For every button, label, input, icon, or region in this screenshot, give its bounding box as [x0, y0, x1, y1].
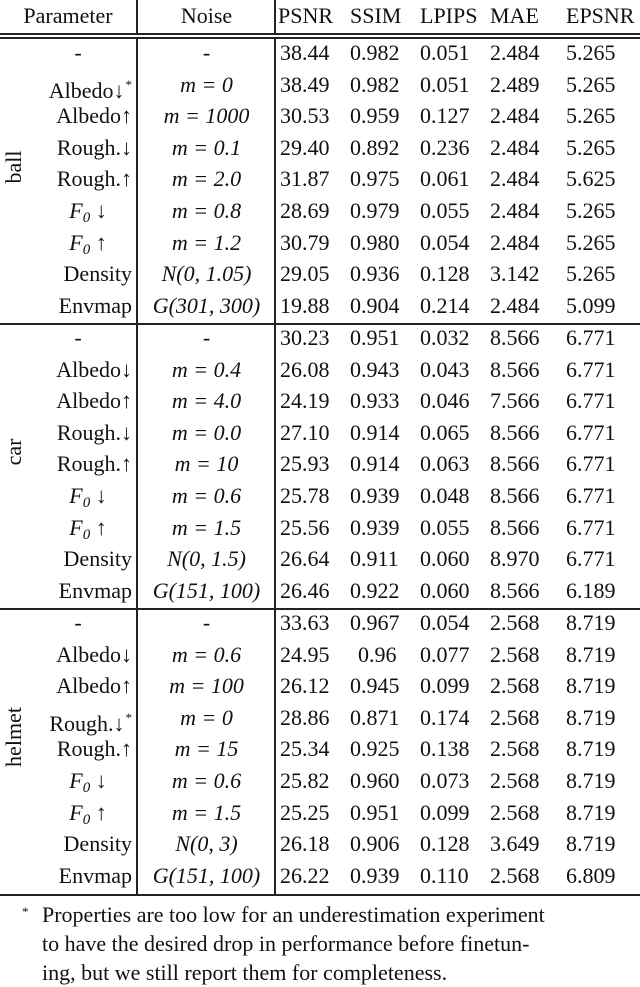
table-row	[0, 767, 640, 795]
parameter-text: -	[74, 610, 82, 635]
cell-mae: 2.568	[490, 673, 540, 699]
cell-parameter	[24, 672, 136, 700]
cell-noise	[138, 419, 275, 447]
table-row	[0, 197, 640, 225]
cell-psnr: 26.64	[280, 546, 330, 572]
cell-parameter	[24, 545, 136, 573]
cell-ssim: 0.871	[350, 704, 400, 730]
cell-mae: 8.566	[490, 483, 540, 508]
table-row	[0, 830, 640, 858]
cell-noise	[138, 767, 275, 795]
cell-psnr: 26.22	[280, 862, 330, 888]
cell-epsnr: 5.265	[566, 261, 616, 287]
cell-lpips: 0.236	[420, 134, 470, 160]
cell-noise	[138, 197, 275, 225]
cell-noise	[138, 862, 275, 890]
header-psnr: PSNR	[278, 3, 334, 28]
footnote-mark: *	[125, 709, 132, 725]
cell-lpips: 0.048	[420, 483, 470, 508]
cell-epsnr: 5.265	[566, 229, 616, 255]
cell-epsnr: 5.099	[566, 292, 616, 318]
cell-epsnr: 6.771	[566, 451, 616, 477]
cell-parameter	[24, 165, 136, 193]
cell-psnr: 38.49	[280, 71, 330, 97]
cell-parameter	[24, 704, 136, 736]
cell-parameter	[24, 862, 136, 890]
cell-parameter	[24, 799, 136, 827]
header-noise: Noise	[180, 3, 233, 28]
cell-lpips: 0.051	[420, 71, 470, 97]
table-row	[0, 356, 640, 384]
cell-ssim: 0.951	[350, 325, 400, 350]
cell-epsnr: 5.265	[566, 134, 616, 160]
cell-psnr: 28.69	[280, 198, 330, 223]
footnote-mark: *	[125, 76, 132, 92]
noise-text: m = 0.8	[171, 198, 242, 223]
table-row	[0, 134, 640, 162]
table-row	[0, 482, 640, 510]
cell-mae: 2.484	[490, 198, 540, 223]
cell-noise	[138, 324, 275, 352]
cell-parameter	[24, 609, 136, 637]
cell-lpips: 0.065	[420, 419, 470, 445]
cell-psnr: 26.08	[280, 356, 330, 382]
noise-text: m = 0.6	[171, 483, 242, 508]
parameter-text: Albedo↓	[48, 77, 125, 103]
cell-psnr: 31.87	[280, 166, 330, 192]
parameter-text: Rough.↑	[56, 166, 132, 192]
cell-parameter	[24, 419, 136, 447]
cell-epsnr: 5.625	[566, 166, 616, 192]
cell-psnr: 25.34	[280, 736, 330, 762]
cell-ssim: 0.933	[350, 388, 400, 414]
cell-lpips: 0.110	[420, 862, 469, 888]
cell-mae: 2.484	[490, 229, 540, 255]
cell-lpips: 0.077	[420, 641, 470, 667]
cell-noise	[138, 134, 275, 162]
cell-parameter	[24, 39, 136, 67]
cell-mae: 8.566	[490, 325, 540, 350]
table-row	[0, 641, 640, 669]
cell-mae: 2.568	[490, 610, 540, 635]
cell-psnr: 25.78	[280, 483, 330, 508]
noise-text: m = 100	[169, 673, 244, 699]
cell-lpips: 0.054	[420, 610, 470, 635]
cell-epsnr: 5.265	[566, 40, 616, 65]
cell-lpips: 0.138	[420, 736, 470, 762]
cell-lpips: 0.061	[420, 166, 470, 192]
cell-psnr: 30.79	[280, 229, 330, 255]
cell-epsnr: 5.265	[566, 71, 616, 97]
cell-ssim: 0.914	[350, 419, 400, 445]
noise-text: G(301, 300)	[152, 292, 261, 318]
cell-psnr: 38.44	[280, 40, 330, 65]
arrow-icon: ↓	[90, 483, 107, 508]
cell-ssim: 0.960	[350, 768, 400, 793]
noise-text: -	[202, 610, 211, 635]
cell-mae: 2.568	[490, 736, 540, 762]
cell-psnr: 24.95	[280, 641, 330, 667]
cell-psnr: 26.46	[280, 577, 330, 603]
cell-ssim: 0.922	[350, 577, 400, 603]
cell-lpips: 0.128	[420, 831, 470, 857]
cell-epsnr: 6.771	[566, 388, 616, 414]
table-row	[0, 387, 640, 415]
parameter-text: -	[74, 325, 82, 350]
cell-ssim: 0.936	[350, 261, 400, 287]
cell-lpips: 0.060	[420, 577, 470, 603]
cell-mae: 2.484	[490, 134, 540, 160]
cell-psnr: 28.86	[280, 704, 330, 730]
cell-lpips: 0.063	[420, 451, 470, 477]
f0-symbol: $F_0$	[69, 229, 91, 258]
cell-mae: 2.568	[490, 862, 540, 888]
noise-text: G(151, 100)	[152, 862, 261, 888]
vertical-rule	[274, 0, 276, 33]
cell-ssim: 0.906	[350, 831, 400, 857]
cell-epsnr: 8.719	[566, 610, 616, 635]
cell-mae: 2.568	[490, 704, 540, 730]
cell-ssim: 0.914	[350, 451, 400, 477]
noise-text: m = 1.5	[171, 514, 242, 540]
table-row	[0, 102, 640, 130]
cell-psnr: 25.82	[280, 768, 330, 793]
cell-psnr: 26.18	[280, 831, 330, 857]
cell-psnr: 27.10	[280, 419, 330, 445]
cell-parameter	[24, 292, 136, 320]
parameter-text: Envmap	[58, 577, 132, 603]
cell-lpips: 0.055	[420, 514, 470, 540]
vertical-rule	[136, 0, 138, 33]
cell-noise	[138, 71, 275, 99]
cell-noise	[138, 387, 275, 415]
cell-noise	[138, 102, 275, 130]
group-label-text: ball	[1, 150, 26, 184]
f0-symbol: $F_0$	[69, 514, 91, 543]
footnote-line-3: ing, but we still report them for completeness.	[42, 960, 448, 985]
table-row	[0, 735, 640, 763]
parameter-text: Rough.↑	[56, 451, 132, 477]
noise-text: m = 2.0	[171, 166, 242, 192]
noise-text: N(0, 1.5)	[167, 546, 246, 572]
cell-parameter	[24, 197, 136, 225]
noise-text: m = 1000	[163, 103, 250, 129]
cell-ssim: 0.979	[350, 198, 400, 223]
cell-epsnr: 6.771	[566, 483, 616, 508]
cell-mae: 2.484	[490, 103, 540, 129]
parameter-text: Rough.↓	[49, 710, 125, 736]
cell-psnr: 25.56	[280, 514, 330, 540]
cell-mae: 7.566	[490, 388, 540, 414]
cell-parameter	[24, 260, 136, 288]
cell-mae: 2.568	[490, 799, 540, 825]
table-row	[0, 577, 640, 605]
noise-text: N(0, 3)	[175, 831, 238, 857]
cell-epsnr: 6.771	[566, 514, 616, 540]
cell-ssim: 0.911	[350, 546, 399, 572]
noise-text: m = 10	[174, 451, 239, 477]
f0-symbol: $F_0$	[69, 483, 91, 511]
cell-lpips: 0.128	[420, 261, 470, 287]
cell-lpips: 0.099	[420, 673, 470, 699]
cell-lpips: 0.174	[420, 704, 470, 730]
cell-epsnr: 8.719	[566, 799, 616, 825]
noise-text: m = 4.0	[171, 388, 242, 414]
cell-epsnr: 6.771	[566, 419, 616, 445]
table-row	[0, 324, 640, 352]
cell-noise	[138, 799, 275, 827]
parameter-text: Rough.↓	[56, 419, 132, 445]
cell-mae: 2.489	[490, 71, 540, 97]
cell-lpips: 0.055	[420, 198, 470, 223]
cell-mae: 8.566	[490, 419, 540, 445]
table-row	[0, 292, 640, 320]
cell-ssim: 0.96	[358, 641, 397, 667]
cell-parameter	[24, 71, 136, 103]
footnote-line-1: Properties are too low for an underestimation experiment	[42, 902, 545, 927]
cell-lpips: 0.060	[420, 546, 470, 572]
cell-noise	[138, 514, 275, 542]
f0-symbol: $F_0$	[69, 768, 91, 796]
table-row	[0, 799, 640, 827]
arrow-icon: ↑	[90, 514, 107, 540]
cell-mae: 3.649	[490, 831, 540, 857]
cell-noise	[138, 39, 275, 67]
cell-parameter	[24, 767, 136, 795]
cell-noise	[138, 450, 275, 478]
cell-epsnr: 6.771	[566, 325, 616, 350]
noise-text: N(0, 1.05)	[161, 261, 252, 287]
cell-epsnr: 6.771	[566, 356, 616, 382]
parameter-text: Envmap	[58, 292, 132, 318]
cell-epsnr: 6.809	[566, 862, 616, 888]
table-row	[0, 71, 640, 103]
cell-mae: 2.484	[490, 292, 540, 318]
cell-lpips: 0.043	[420, 356, 470, 382]
header-ssim: SSIM	[350, 3, 402, 28]
noise-text: G(151, 100)	[152, 577, 261, 603]
cell-noise	[138, 577, 275, 605]
cell-lpips: 0.214	[420, 292, 470, 318]
cell-psnr: 33.63	[280, 610, 330, 635]
group-label-text: car	[1, 438, 26, 466]
cell-noise	[138, 356, 275, 384]
f0-symbol: $F_0$	[69, 799, 91, 828]
cell-mae: 3.142	[490, 261, 540, 287]
cell-psnr: 24.19	[280, 388, 330, 414]
cell-noise	[138, 704, 275, 732]
cell-noise	[138, 165, 275, 193]
cell-psnr: 26.12	[280, 673, 330, 699]
parameter-text: Envmap	[58, 862, 132, 888]
table-row	[0, 514, 640, 542]
table-row	[0, 862, 640, 890]
cell-ssim: 0.945	[350, 673, 400, 699]
cell-parameter	[24, 830, 136, 858]
arrow-icon: ↓	[90, 768, 107, 793]
table-row	[0, 609, 640, 637]
cell-parameter	[24, 324, 136, 352]
horizontal-rule	[0, 33, 640, 35]
parameter-text: Albedo↑	[56, 388, 132, 414]
cell-lpips: 0.054	[420, 229, 470, 255]
cell-epsnr: 5.265	[566, 103, 616, 129]
footnote-mark: *	[22, 904, 29, 919]
parameter-text: Density	[63, 261, 132, 287]
cell-noise	[138, 482, 275, 510]
arrow-icon: ↑	[90, 799, 107, 825]
cell-parameter	[24, 229, 136, 257]
cell-epsnr: 6.189	[566, 577, 616, 603]
noise-text: -	[202, 40, 211, 65]
noise-text: -	[202, 325, 211, 350]
cell-parameter	[24, 450, 136, 478]
cell-mae: 8.970	[490, 546, 540, 572]
cell-mae: 2.568	[490, 768, 540, 793]
cell-mae: 8.566	[490, 451, 540, 477]
parameter-text: Rough.↓	[56, 134, 132, 160]
cell-psnr: 25.25	[280, 799, 330, 825]
cell-ssim: 0.982	[350, 71, 400, 97]
cell-lpips: 0.046	[420, 388, 470, 414]
cell-mae: 8.566	[490, 356, 540, 382]
cell-epsnr: 8.719	[566, 704, 616, 730]
cell-noise	[138, 229, 275, 257]
noise-text: m = 0.6	[171, 768, 242, 793]
cell-parameter	[24, 102, 136, 130]
cell-ssim: 0.943	[350, 356, 400, 382]
footnote-line-2: to have the desired drop in performance before finetun-	[42, 931, 530, 956]
parameter-text: Albedo↓	[56, 641, 132, 667]
cell-ssim: 0.939	[350, 862, 400, 888]
cell-parameter	[24, 134, 136, 162]
cell-epsnr: 8.719	[566, 641, 616, 667]
cell-noise	[138, 260, 275, 288]
cell-noise	[138, 641, 275, 669]
parameter-text: Albedo↑	[56, 103, 132, 129]
cell-ssim: 0.939	[350, 514, 400, 540]
table-row	[0, 419, 640, 447]
cell-ssim: 0.982	[350, 40, 400, 65]
table-row	[0, 165, 640, 193]
noise-text: m = 1.2	[171, 229, 242, 255]
table-row	[0, 229, 640, 257]
cell-lpips: 0.073	[420, 768, 470, 793]
group-label-text: helmet	[1, 707, 26, 768]
cell-parameter	[24, 735, 136, 763]
cell-ssim: 0.975	[350, 166, 400, 192]
cell-lpips: 0.032	[420, 325, 470, 350]
cell-parameter	[24, 577, 136, 605]
cell-ssim: 0.939	[350, 483, 400, 508]
cell-parameter	[24, 387, 136, 415]
cell-noise	[138, 292, 275, 320]
parameter-text: Density	[63, 546, 132, 572]
cell-lpips: 0.099	[420, 799, 470, 825]
header-mae: MAE	[490, 3, 539, 28]
cell-epsnr: 5.265	[566, 198, 616, 223]
parameter-text: Albedo↑	[56, 673, 132, 699]
cell-psnr: 30.53	[280, 103, 330, 129]
cell-parameter	[24, 641, 136, 669]
cell-mae: 8.566	[490, 514, 540, 540]
cell-mae: 2.568	[490, 641, 540, 667]
cell-noise	[138, 672, 275, 700]
noise-text: m = 0.0	[171, 419, 242, 445]
cell-psnr: 19.88	[280, 292, 330, 318]
cell-ssim: 0.959	[350, 103, 400, 129]
parameter-text: Albedo↓	[56, 356, 132, 382]
arrow-icon: ↓	[90, 198, 107, 223]
cell-mae: 2.484	[490, 40, 540, 65]
cell-parameter	[24, 482, 136, 510]
noise-text: m = 1.5	[171, 799, 242, 825]
cell-parameter	[24, 356, 136, 384]
noise-text: m = 0	[180, 704, 233, 730]
cell-epsnr: 8.719	[566, 736, 616, 762]
header-epsnr: EPSNR	[566, 3, 635, 28]
cell-lpips: 0.127	[420, 103, 470, 129]
parameter-text: Density	[63, 831, 132, 857]
cell-epsnr: 8.719	[566, 673, 616, 699]
cell-noise	[138, 545, 275, 573]
cell-mae: 2.484	[490, 166, 540, 192]
header-lpips: LPIPS	[420, 3, 478, 28]
cell-lpips: 0.051	[420, 40, 470, 65]
cell-epsnr: 8.719	[566, 831, 616, 857]
cell-ssim: 0.980	[350, 229, 400, 255]
noise-text: m = 15	[174, 736, 239, 762]
cell-noise	[138, 735, 275, 763]
cell-ssim: 0.904	[350, 292, 400, 318]
arrow-icon: ↑	[90, 229, 107, 255]
f0-symbol: $F_0$	[69, 198, 91, 226]
noise-text: m = 0.4	[171, 356, 242, 382]
cell-noise	[138, 830, 275, 858]
table-row	[0, 450, 640, 478]
parameter-text: -	[74, 40, 82, 65]
table-row	[0, 704, 640, 736]
header-row	[0, 2, 640, 30]
noise-text: m = 0.6	[171, 641, 242, 667]
cell-psnr: 25.93	[280, 451, 330, 477]
cell-noise	[138, 609, 275, 637]
table-row	[0, 545, 640, 573]
cell-ssim: 0.925	[350, 736, 400, 762]
table-row	[0, 672, 640, 700]
cell-psnr: 30.23	[280, 325, 330, 350]
cell-psnr: 29.40	[280, 134, 330, 160]
cell-parameter	[24, 514, 136, 542]
horizontal-rule	[0, 894, 640, 896]
header-parameter: Parameter	[23, 3, 113, 28]
cell-mae: 8.566	[490, 577, 540, 603]
noise-text: m = 0.1	[171, 134, 242, 160]
cell-ssim: 0.951	[350, 799, 400, 825]
table-row	[0, 39, 640, 67]
table-row	[0, 260, 640, 288]
cell-psnr: 29.05	[280, 261, 330, 287]
cell-epsnr: 8.719	[566, 768, 616, 793]
cell-ssim: 0.967	[350, 610, 400, 635]
footnote	[24, 900, 640, 987]
noise-text: m = 0	[180, 71, 233, 97]
cell-ssim: 0.892	[350, 134, 400, 160]
cell-epsnr: 6.771	[566, 546, 616, 572]
parameter-text: Rough.↑	[56, 736, 132, 762]
